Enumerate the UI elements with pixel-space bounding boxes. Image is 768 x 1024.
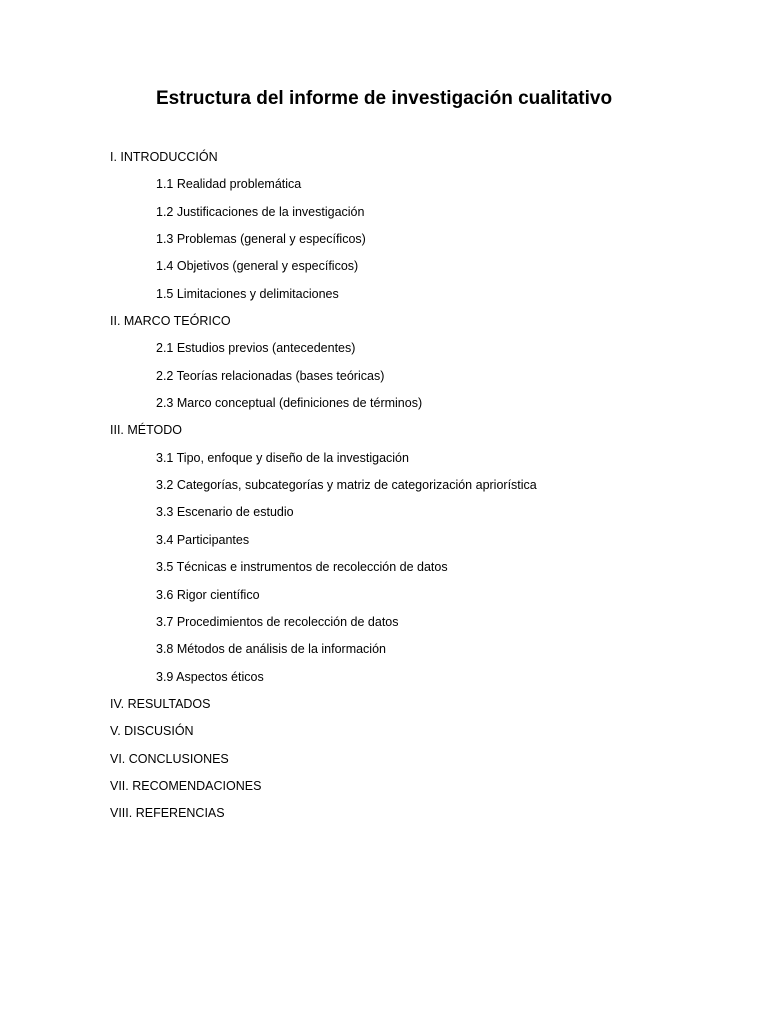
- outline-subsection-item: 3.2 Categorías, subcategorías y matriz de categorización apriorística: [156, 478, 537, 493]
- document-title: Estructura del informe de investigación cualitativo: [155, 88, 613, 109]
- outline-subsection-item: 1.4 Objetivos (general y específicos): [156, 259, 359, 274]
- outline-subsection-item: 3.5 Técnicas e instrumentos de recolección de datos: [156, 560, 448, 575]
- outline-subsection-item: 2.3 Marco conceptual (definiciones de términos): [156, 396, 423, 411]
- outline-section-heading: IV. RESULTADOS: [110, 696, 211, 711]
- outline-subsection-item: 3.9 Aspectos éticos: [156, 669, 264, 684]
- outline-section-heading: VI. CONCLUSIONES: [110, 751, 229, 766]
- outline-subsection-item: 1.3 Problemas (general y específicos): [156, 232, 366, 247]
- outline-section-heading: I. INTRODUCCIÓN: [110, 150, 218, 164]
- outline-subsection-item: 1.5 Limitaciones y delimitaciones: [156, 286, 339, 301]
- outline-section-heading: II. MARCO TEÓRICO: [110, 314, 231, 329]
- outline-section-heading: III. MÉTODO: [110, 423, 182, 438]
- outline-section-heading: VIII. REFERENCIAS: [110, 806, 225, 821]
- outline-list: [110, 147, 710, 831]
- outline-subsection-item: 3.8 Métodos de análisis de la información: [156, 642, 386, 657]
- outline-section-heading: V. DISCUSIÓN: [110, 724, 194, 739]
- outline-subsection-item: 3.6 Rigor científico: [156, 587, 260, 602]
- outline-subsection-item: 3.4 Participantes: [156, 532, 250, 547]
- outline-subsection-item: 2.1 Estudios previos (antecedentes): [156, 341, 356, 356]
- outline-section-heading: VII. RECOMENDACIONES: [110, 778, 262, 793]
- outline-subsection-item: 3.7 Procedimientos de recolección de datos: [156, 614, 399, 629]
- outline-subsection-item: 3.3 Escenario de estudio: [156, 505, 294, 520]
- outline-subsection-item: 3.1 Tipo, enfoque y diseño de la investigación: [156, 450, 409, 465]
- outline-subsection-item: 2.2 Teorías relacionadas (bases teóricas): [156, 368, 385, 383]
- outline-subsection-item: 1.1 Realidad problemática: [156, 177, 302, 192]
- outline-subsection-item: 1.2 Justificaciones de la investigación: [156, 204, 365, 219]
